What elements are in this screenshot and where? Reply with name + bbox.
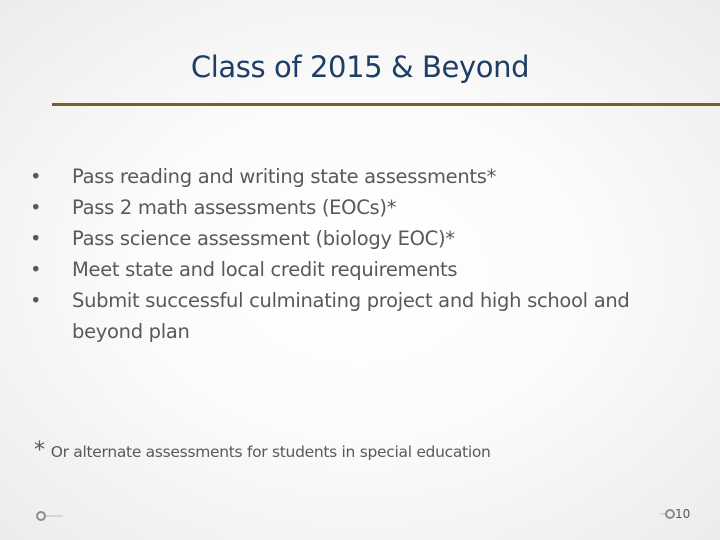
list-item: [30, 223, 670, 254]
bullet-marker: •: [30, 165, 42, 188]
list-item: [30, 161, 670, 192]
list-item: [30, 285, 670, 347]
bullet-text: Meet state and local credit requirements: [72, 258, 458, 281]
list-item: [30, 192, 670, 223]
bullet-text: Pass reading and writing state assessments*: [72, 165, 497, 188]
bullet-marker: •: [30, 227, 42, 250]
bullet-text: Submit successful culminating project and high school and beyond plan: [72, 289, 630, 343]
list-item: [30, 254, 670, 285]
circle-line-icon: [660, 508, 676, 520]
circle-line-icon: [35, 510, 63, 522]
page-number: 10: [675, 507, 691, 521]
footnote-marker: *: [34, 438, 45, 463]
footnote: [34, 438, 491, 463]
bullet-marker: •: [30, 289, 42, 312]
bullet-marker: •: [30, 196, 42, 219]
bullet-text: Pass 2 math assessments (EOCs)*: [72, 196, 397, 219]
bullet-list: [30, 161, 670, 347]
slide-title: Class of 2015 & Beyond: [190, 50, 530, 84]
title-divider: [52, 103, 720, 106]
bullet-marker: •: [30, 258, 42, 281]
footnote-text: Or alternate assessments for students in special education: [50, 443, 491, 461]
bullet-text: Pass science assessment (biology EOC)*: [72, 227, 455, 250]
